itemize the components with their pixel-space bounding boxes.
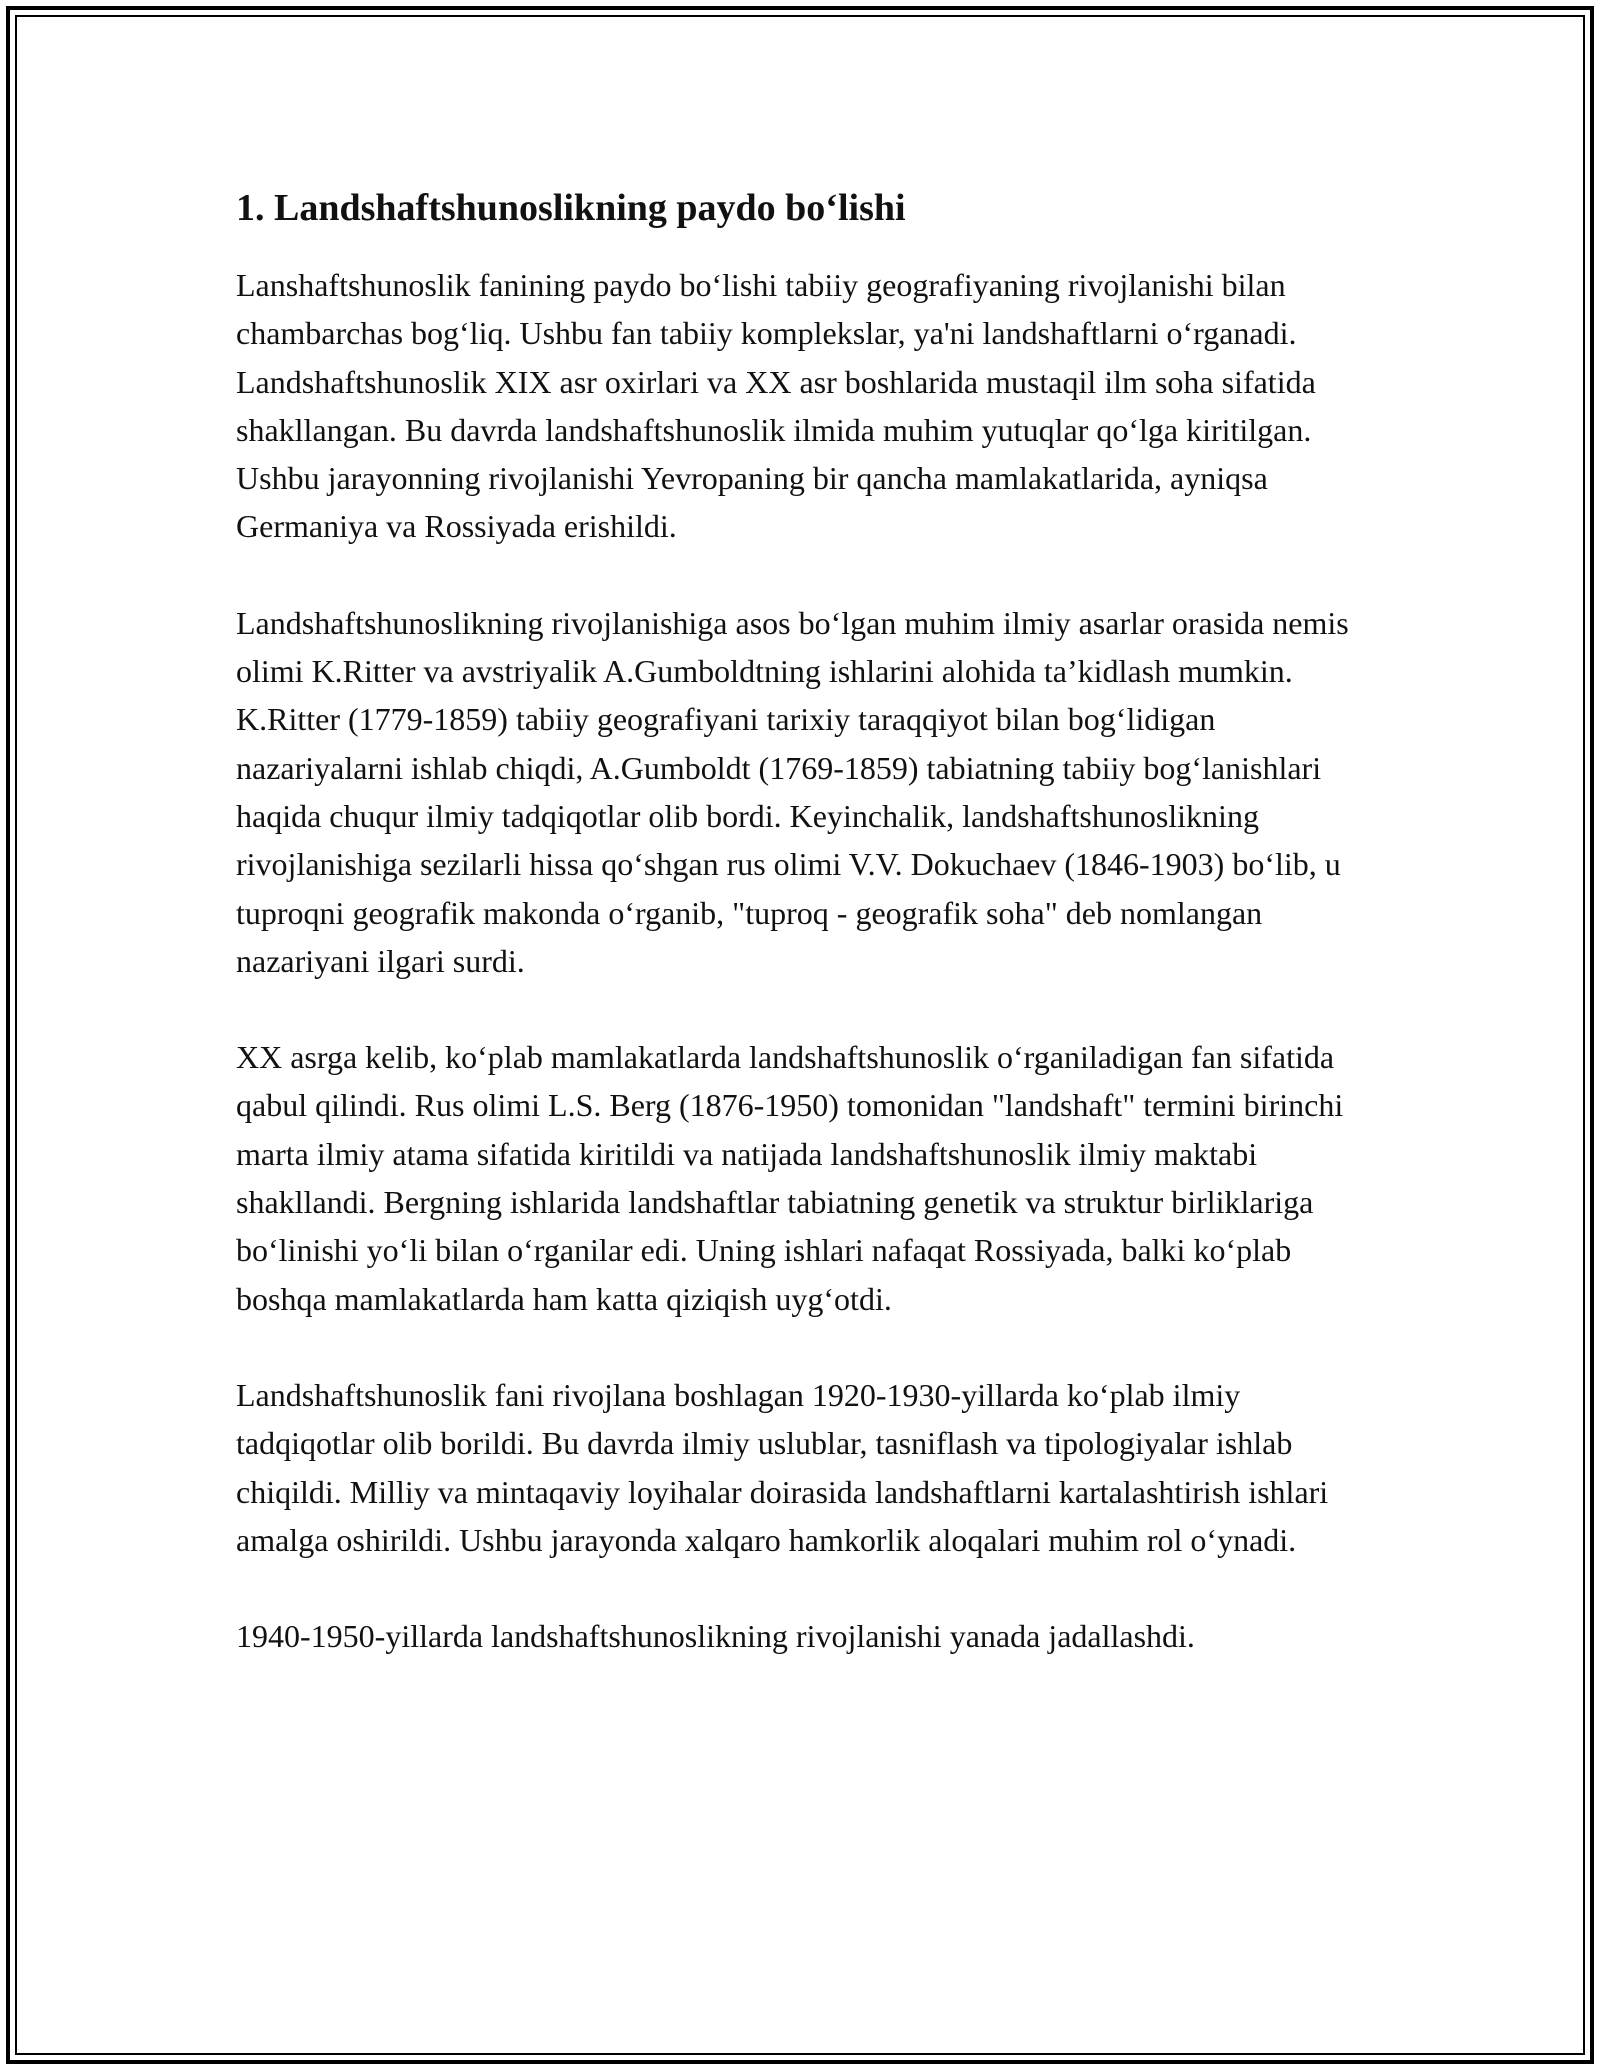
- paragraph-origin: Lanshaftshunoslik fanining paydo bo‘lishi tabiiy geografiyaning rivojlanishi bilan chambarchas bog‘liq. Ushbu fan tabiiy komplekslar, ya'ni landshaftlarni o‘rganadi. Landshaftshunoslik XIX asr oxirlari va XX asr boshlarida mustaqil ilm soha sifatida shakllangan. Bu davrda landshaftshunoslik ilmida muhim yutuqlar qo‘lga kiritilgan. Ushbu jarayonning rivojlanishi Yevropaning bir qancha mamlakatlarida, ayniqsa Germaniya va Rossiyada erishildi.: [236, 267, 1316, 545]
- paragraph-twentieth-century: XX asrga kelib, ko‘plab mamlakatlarda landshaftshunoslik o‘rganiladigan fan sifatida qabul qilindi. Rus olimi L.S. Berg (1876-1950) tomonidan "landshaft" termini birinchi marta ilmiy atama sifatida kiritildi va natijada landshaftshunoslik ilmiy maktabi shakllandi. Bergning ishlarida landshaftlar tabiatning genetik va struktur birliklariga bo‘linishi yo‘li bilan o‘rganilar edi. Uning ishlari nafaqat Rossiyada, balki ko‘plab boshqa mamlakatlarda ham katta qiziqish uyg‘otdi.: [236, 1039, 1344, 1317]
- section-heading: 1. Landshaftshunoslikning paydo bo‘lishi: [236, 187, 906, 229]
- paragraph-scholars: Landshaftshunoslikning rivojlanishiga asos bo‘lgan muhim ilmiy asarlar orasida nemis olimi K.Ritter va avstriyalik A.Gumboldtning ishlarini alohida ta’kidlash mumkin. K.Ritter (1779-1859) tabiiy geografiyani tarixiy taraqqiyot bilan bog‘lidigan nazariyalarni ishlab chiqdi, A.Gumboldt (1769-1859) tabiatning tabiiy bog‘lanishlari haqida chuqur ilmiy tadqiqotlar olib bordi. Keyinchalik, landshaftshunoslikning rivojlanishiga sezilarli hissa qo‘shgan rus olimi V.V. Dokuchaev (1846-1903) bo‘lib, u tuproqni geografik makonda o‘rganib, "tuproq - geografik soha" deb nomlangan nazariyani ilgari surdi.: [236, 604, 1349, 979]
- paragraph-1920-1930: Landshaftshunoslik fani rivojlana boshlagan 1920-1930-yillarda ko‘plab ilmiy tadqiqotlar olib borildi. Bu davrda ilmiy uslublar, tasniflash va tipologiyalar ishlab chiqildi. Milliy va mintaqaviy loyihalar doirasida landshaftlarni kartalashtirish ishlari amalga oshirildi. Ushbu jarayonda xalqaro hamkorlik aloqalari muhim rol o‘ynadi.: [236, 1376, 1329, 1558]
- paragraph-1940-1950: 1940-1950-yillarda landshaftshunoslikning rivojlanishi yanada jadallashdi.: [236, 1618, 1195, 1655]
- document-body: [236, 185, 1376, 1660]
